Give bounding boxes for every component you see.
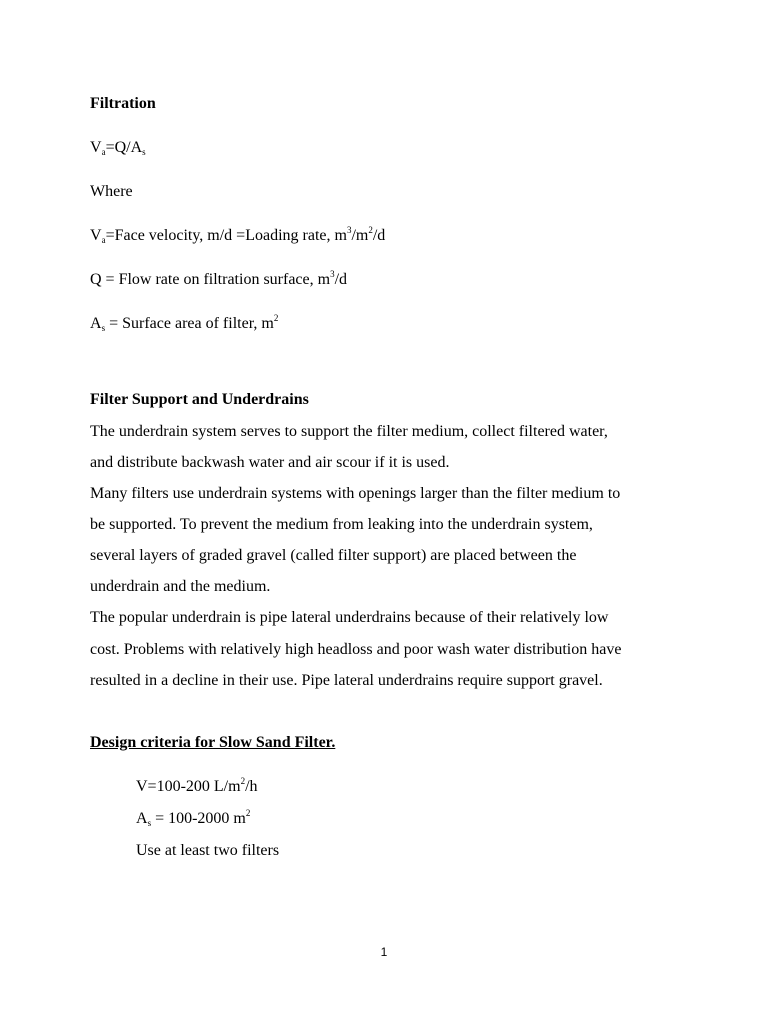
- def1-end: /d: [372, 227, 386, 244]
- item1-end: /h: [245, 778, 258, 795]
- filter-support-heading: Filter Support and Underdrains: [90, 391, 309, 408]
- design-velocity: [136, 776, 258, 795]
- eq-subscript-s: s: [142, 147, 146, 157]
- def3-symbol: A: [90, 315, 102, 332]
- design-criteria-heading: Design criteria for Slow Sand Filter.: [90, 734, 336, 751]
- page-number: 1: [380, 945, 388, 959]
- face-velocity-equation: [90, 140, 146, 156]
- surface-area-definition: [90, 313, 279, 333]
- face-velocity-definition: [90, 225, 386, 245]
- paragraph-line: several layers of graded gravel (called filter support) are placed between the: [90, 547, 577, 564]
- item1-exponent: 2: [240, 776, 246, 786]
- item2-exponent: 2: [245, 808, 251, 818]
- paragraph-line: The popular underdrain is pipe lateral underdrains because of their relatively low: [90, 609, 609, 626]
- paragraph-line: resulted in a decline in their use. Pipe lateral underdrains require support gravel.: [90, 672, 603, 689]
- def1-mid: /m: [351, 227, 369, 244]
- def2-end: /d: [334, 271, 348, 288]
- paragraph-line: Many filters use underdrain systems with openings larger than the filter medium to: [90, 485, 621, 502]
- def1-symbol: V: [90, 227, 102, 244]
- filtration-heading: Filtration: [90, 95, 156, 112]
- paragraph-line: underdrain and the medium.: [90, 578, 271, 595]
- paragraph-line: be supported. To prevent the medium from leaking into the underdrain system,: [90, 516, 593, 533]
- def1-text: =Face velocity, m/d =Loading rate, m: [105, 227, 347, 244]
- def1-exponent-2: 2: [368, 225, 373, 235]
- design-filter-count: Use at least two filters: [136, 842, 280, 859]
- where-label: Where: [90, 183, 133, 200]
- paragraph-line: and distribute backwash water and air scour if it is used.: [90, 454, 450, 471]
- def2-exponent: 3: [330, 269, 335, 279]
- item1-text: V=100-200 L/m: [136, 778, 241, 795]
- def3-text: = Surface area of filter, m: [105, 315, 274, 332]
- eq-symbol-v: V: [90, 139, 102, 156]
- design-surface-area: [136, 808, 251, 828]
- def1-subscript: a: [101, 235, 106, 245]
- item2-symbol: A: [136, 810, 148, 827]
- flow-rate-definition: [90, 269, 348, 288]
- item2-subscript: s: [147, 818, 152, 828]
- eq-subscript-a: a: [101, 147, 106, 157]
- def3-exponent: 2: [273, 313, 279, 323]
- def3-subscript: s: [101, 323, 106, 333]
- def1-exponent-1: 3: [346, 225, 352, 235]
- eq-body: =Q/A: [105, 139, 143, 156]
- paragraph-line: cost. Problems with relatively high headloss and poor wash water distribution have: [90, 641, 622, 658]
- paragraph-line: The underdrain system serves to support the filter medium, collect filtered water,: [90, 423, 608, 440]
- item2-text: = 100-2000 m: [151, 810, 246, 827]
- def2-text: Q = Flow rate on filtration surface, m: [90, 271, 331, 288]
